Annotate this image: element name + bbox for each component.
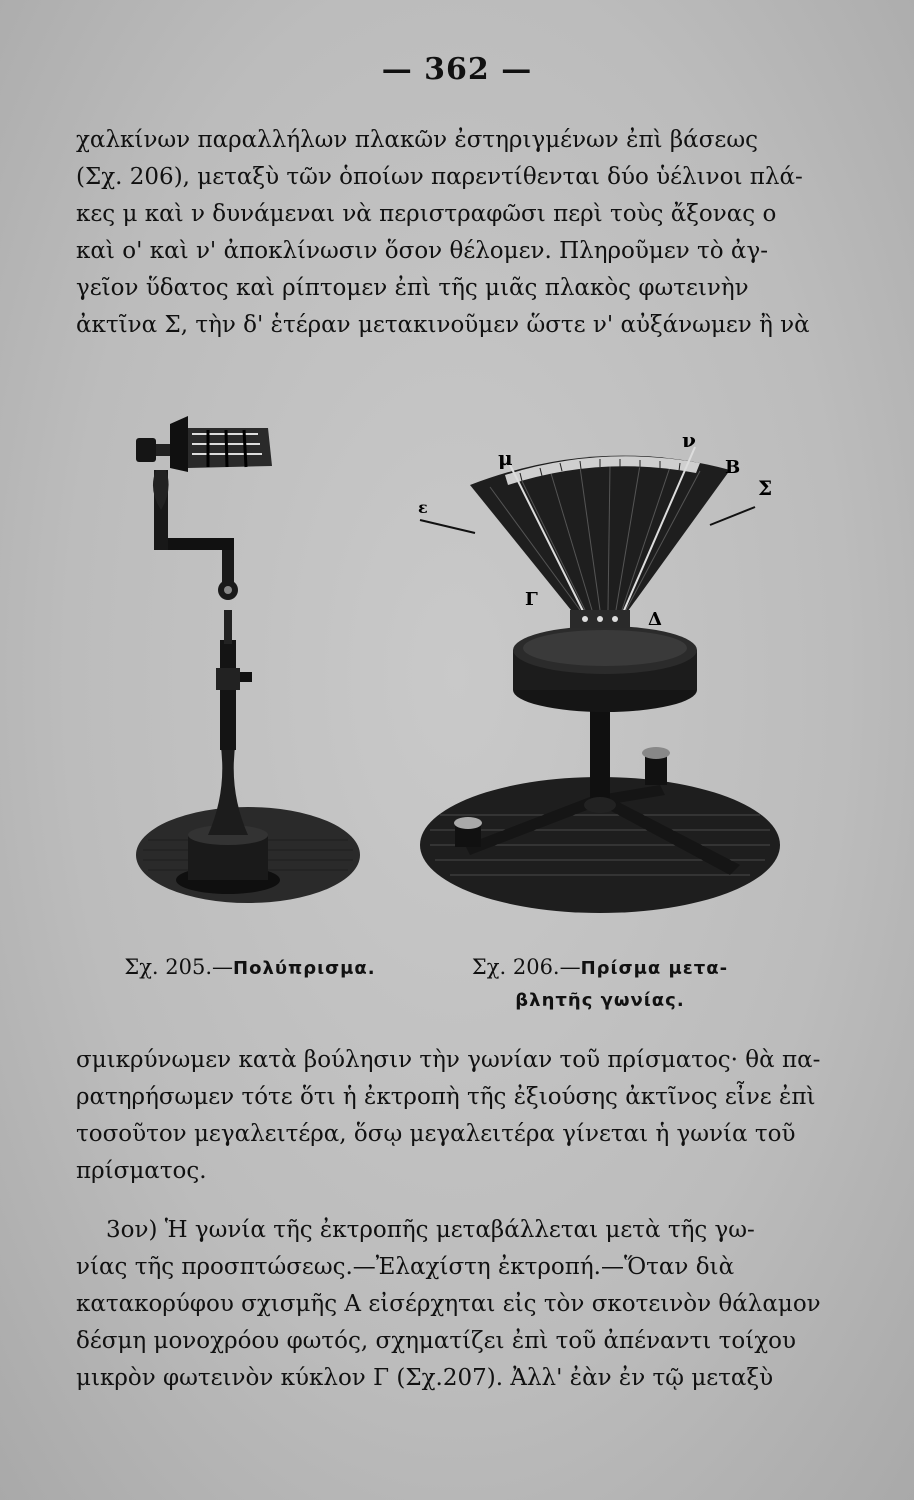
caption-title: Πρίσμα μετα- [580, 958, 729, 979]
text-line: δέσμη μονοχρόου φωτός, σχηματίζει ἐπὶ τοῦ ἀπέναντι τοίχου [76, 1328, 796, 1354]
figure-205-caption [100, 952, 400, 984]
text-line: πρίσματος. [76, 1158, 207, 1184]
polyprism-illustration [128, 410, 378, 930]
text-line: ἀκτῖνα Σ, τὴν δ' ἑτέραν μετακινοῦμεν ὥστε ν' αὐξάνωμεν ἢ νὰ [76, 312, 810, 338]
label-sigma: Σ [758, 476, 773, 500]
text-line: νίας τῆς προσπτώσεως.—Ἐλαχίστη ἐκτροπή.—Ὅταν διὰ [76, 1254, 735, 1280]
label-gamma: Γ [525, 589, 538, 610]
text-line: καὶ ο' καὶ ν' ἀποκλίνωσιν ὅσον θέλομεν. Πληροῦμεν τὸ ἀγ- [76, 238, 768, 264]
label-B: Β [725, 457, 741, 478]
section-heading-line: 3ον) Ἡ γωνία τῆς ἐκτροπῆς μεταβάλλεται μετὰ τῆς γω- [106, 1217, 755, 1243]
caption-number: Σχ. 205.— [124, 955, 234, 979]
text-line: μικρὸν φωτεινὸν κύκλον Γ (Σχ.207). Ἀλλ' ἐὰν ἐν τῷ μεταξὺ [76, 1365, 774, 1391]
top-paragraph [76, 122, 838, 344]
text-line: κες μ καὶ ν δυνάμεναι νὰ περιστραφῶσι περὶ τοὺς ἄξονας ο [76, 201, 777, 227]
text-line: (Σχ. 206), μεταξὺ τῶν ὁποίων παρεντίθενται δύο ὑέλινοι πλά- [76, 164, 803, 190]
figure-206-caption [440, 952, 760, 1016]
label-delta: Δ [648, 609, 662, 630]
leveling-screw [645, 755, 667, 785]
section-paragraph [76, 1212, 838, 1397]
label-nu: ν [682, 428, 696, 452]
middle-paragraph [76, 1042, 838, 1190]
variable-angle-prism-illustration [410, 425, 790, 925]
page-number: — 362 — [381, 52, 533, 87]
caption-number: Σχ. 206.— [471, 955, 581, 979]
stand-rod [220, 640, 236, 750]
incident-ray [420, 520, 475, 533]
text-line: κατακορύφου σχισμῆς Α εἰσέρχηται εἰς τὸν σκοτεινὸν θάλαμον [76, 1291, 821, 1317]
text-line: τοσοῦτον μεγαλειτέρα, ὅσῳ μεγαλειτέρα γίνεται ἡ γωνία τοῦ [76, 1121, 796, 1147]
label-epsilon: ε [418, 498, 428, 517]
knob [136, 438, 156, 462]
label-mu: μ [498, 446, 513, 470]
caption-title: Πολύπρισμα. [233, 958, 376, 979]
text-line: χαλκίνων παραλλήλων πλακῶν ἐστηριγμένων ἐπὶ βάσεως [76, 127, 758, 153]
text-line: σμικρύνωμεν κατὰ βούλησιν τὴν γωνίαν τοῦ πρίσματος· θὰ πα- [76, 1047, 821, 1073]
caption-title: βλητῆς γωνίας. [515, 990, 685, 1011]
emergent-ray [710, 507, 755, 525]
text-line: ρατηρήσωμεν τότε ὅτι ἡ ἐκτροπὴ τῆς ἐξιούσης ἀκτῖνος εἶνε ἐπὶ [76, 1084, 816, 1110]
text-line: γεῖον ὕδατος καὶ ρίπτομεν ἐπὶ τῆς μιᾶς πλακὸς φωτεινὴν [76, 275, 749, 301]
stand-arm [158, 538, 234, 550]
